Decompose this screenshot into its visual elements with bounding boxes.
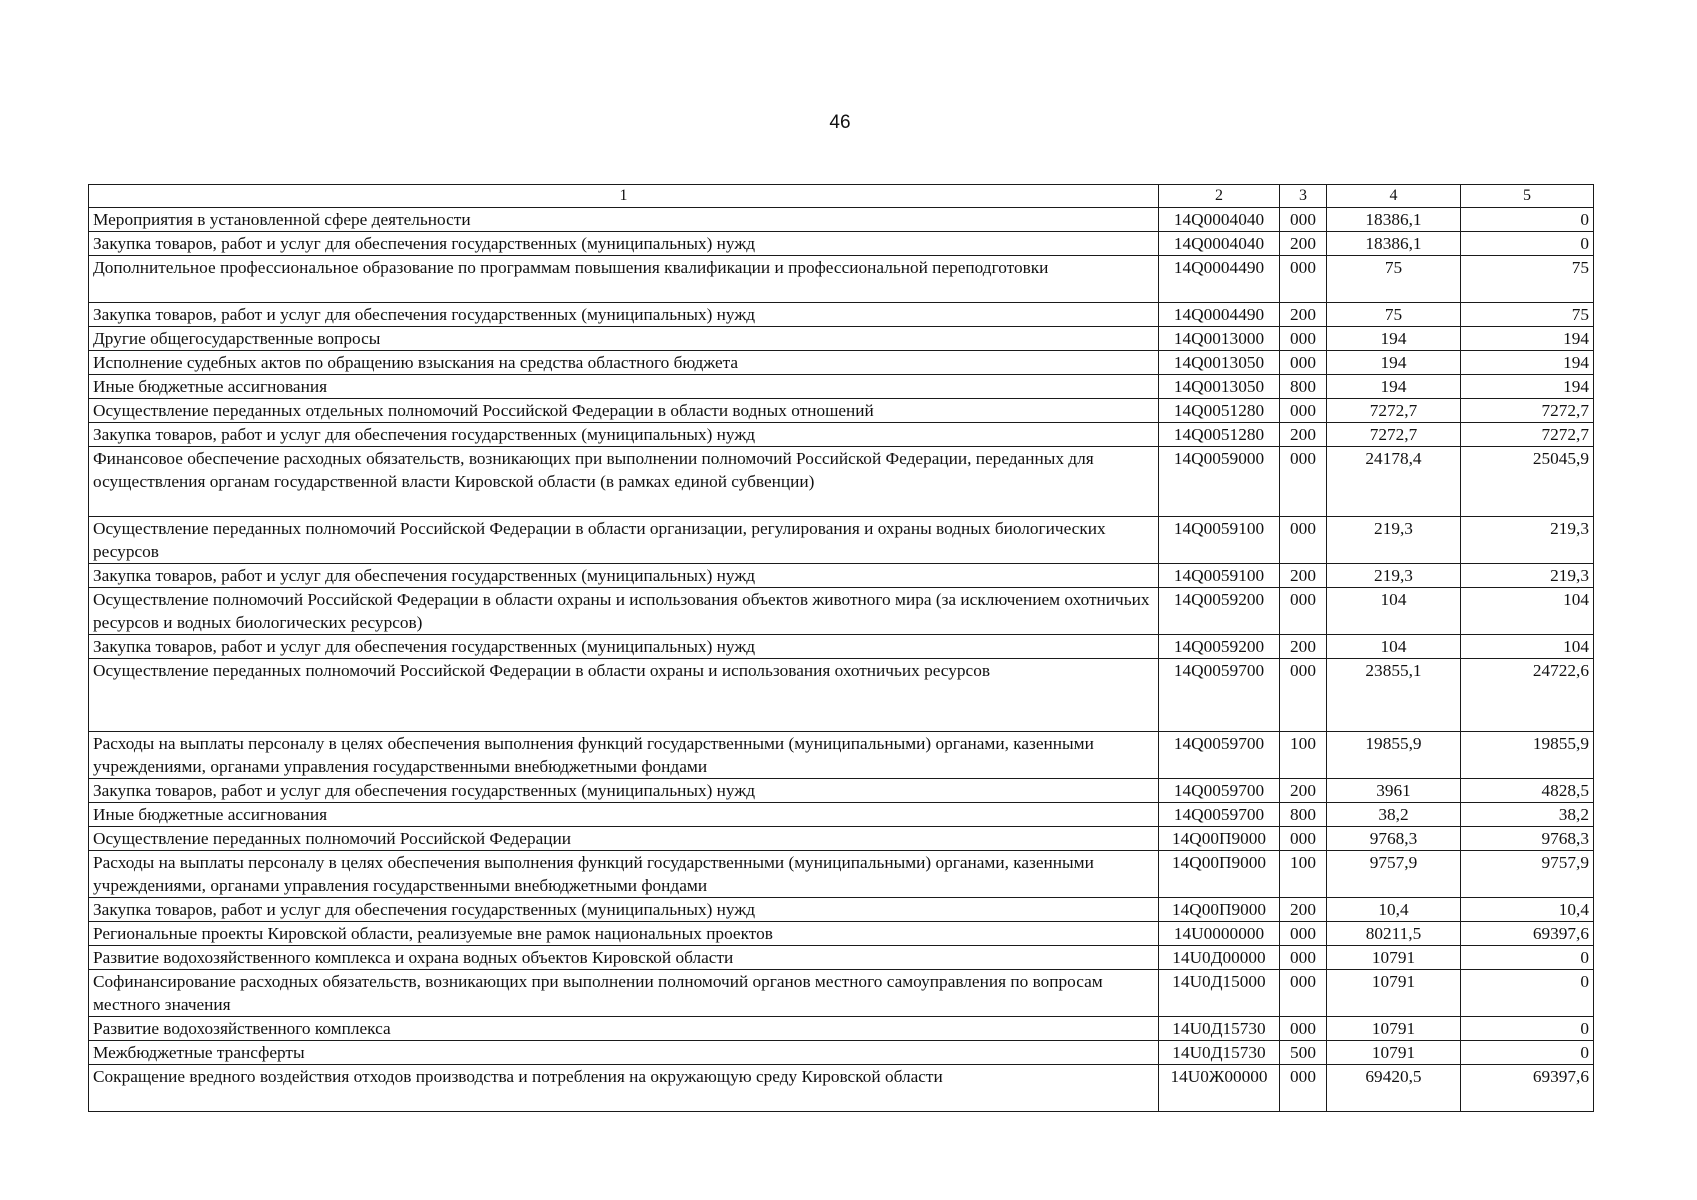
row-value-year2: 25045,9 xyxy=(1461,447,1594,517)
table-row xyxy=(89,517,1594,564)
row-value-year1: 10791 xyxy=(1327,970,1461,1017)
row-value-year1: 10791 xyxy=(1327,1017,1461,1041)
table-row xyxy=(89,588,1594,635)
row-value-year1: 9768,3 xyxy=(1327,827,1461,851)
row-code: 14U0Д15730 xyxy=(1159,1017,1280,1041)
row-expense-type: 000 xyxy=(1280,327,1327,351)
row-value-year1: 75 xyxy=(1327,303,1461,327)
row-name: Закупка товаров, работ и услуг для обеспечения государственных (муниципальных) нужд xyxy=(89,779,1159,803)
row-expense-type: 200 xyxy=(1280,779,1327,803)
row-value-year1: 9757,9 xyxy=(1327,851,1461,898)
header-col-5: 5 xyxy=(1461,185,1594,208)
row-name: Развитие водохозяйственного комплекса и охрана водных объектов Кировской области xyxy=(89,946,1159,970)
row-code: 14Q0004490 xyxy=(1159,256,1280,303)
row-expense-type: 000 xyxy=(1280,208,1327,232)
table-row xyxy=(89,303,1594,327)
row-value-year1: 10791 xyxy=(1327,946,1461,970)
row-value-year1: 24178,4 xyxy=(1327,447,1461,517)
row-value-year1: 194 xyxy=(1327,327,1461,351)
table-row xyxy=(89,827,1594,851)
table-row xyxy=(89,256,1594,303)
row-name: Развитие водохозяйственного комплекса xyxy=(89,1017,1159,1041)
row-value-year2: 75 xyxy=(1461,303,1594,327)
row-value-year2: 194 xyxy=(1461,327,1594,351)
row-value-year2: 0 xyxy=(1461,1041,1594,1065)
table-row xyxy=(89,732,1594,779)
row-expense-type: 000 xyxy=(1280,946,1327,970)
row-expense-type: 800 xyxy=(1280,803,1327,827)
row-value-year2: 0 xyxy=(1461,1017,1594,1041)
row-expense-type: 500 xyxy=(1280,1041,1327,1065)
row-code: 14Q0013000 xyxy=(1159,327,1280,351)
row-value-year2: 69397,6 xyxy=(1461,1065,1594,1112)
header-row xyxy=(89,185,1594,208)
row-expense-type: 000 xyxy=(1280,659,1327,732)
table-row xyxy=(89,970,1594,1017)
row-value-year1: 10,4 xyxy=(1327,898,1461,922)
table-row xyxy=(89,399,1594,423)
row-code: 14Q0059200 xyxy=(1159,635,1280,659)
row-code: 14Q0051280 xyxy=(1159,423,1280,447)
row-value-year1: 80211,5 xyxy=(1327,922,1461,946)
row-value-year1: 194 xyxy=(1327,375,1461,399)
row-value-year2: 219,3 xyxy=(1461,517,1594,564)
table-row xyxy=(89,1017,1594,1041)
row-name: Другие общегосударственные вопросы xyxy=(89,327,1159,351)
table-row xyxy=(89,898,1594,922)
row-value-year1: 18386,1 xyxy=(1327,232,1461,256)
row-value-year1: 69420,5 xyxy=(1327,1065,1461,1112)
page-number: 46 xyxy=(829,112,851,133)
row-name: Межбюджетные трансферты xyxy=(89,1041,1159,1065)
row-value-year1: 19855,9 xyxy=(1327,732,1461,779)
row-value-year1: 104 xyxy=(1327,588,1461,635)
row-value-year1: 18386,1 xyxy=(1327,208,1461,232)
row-expense-type: 200 xyxy=(1280,303,1327,327)
row-value-year2: 0 xyxy=(1461,208,1594,232)
row-expense-type: 200 xyxy=(1280,898,1327,922)
row-value-year2: 7272,7 xyxy=(1461,399,1594,423)
row-value-year1: 104 xyxy=(1327,635,1461,659)
row-value-year2: 219,3 xyxy=(1461,564,1594,588)
row-code: 14Q0013050 xyxy=(1159,351,1280,375)
row-code: 14Q0059100 xyxy=(1159,517,1280,564)
row-name: Расходы на выплаты персоналу в целях обеспечения выполнения функций государственными (муниципальными) органами, казенными учреждениями, органами управления государственными внебюджетными фондами xyxy=(89,732,1159,779)
row-expense-type: 200 xyxy=(1280,232,1327,256)
row-value-year2: 0 xyxy=(1461,970,1594,1017)
row-name: Закупка товаров, работ и услуг для обеспечения государственных (муниципальных) нужд xyxy=(89,564,1159,588)
table-row xyxy=(89,635,1594,659)
row-value-year2: 7272,7 xyxy=(1461,423,1594,447)
table-row xyxy=(89,375,1594,399)
row-name: Закупка товаров, работ и услуг для обеспечения государственных (муниципальных) нужд xyxy=(89,232,1159,256)
row-name: Региональные проекты Кировской области, реализуемые вне рамок национальных проектов xyxy=(89,922,1159,946)
row-code: 14U0000000 xyxy=(1159,922,1280,946)
row-name: Осуществление переданных отдельных полномочий Российской Федерации в области водных отношений xyxy=(89,399,1159,423)
row-value-year2: 19855,9 xyxy=(1461,732,1594,779)
table-row xyxy=(89,1041,1594,1065)
row-code: 14Q0004490 xyxy=(1159,303,1280,327)
row-code: 14Q0059700 xyxy=(1159,779,1280,803)
header-col-4: 4 xyxy=(1327,185,1461,208)
row-expense-type: 000 xyxy=(1280,1017,1327,1041)
row-value-year2: 4828,5 xyxy=(1461,779,1594,803)
row-expense-type: 000 xyxy=(1280,517,1327,564)
row-code: 14Q0059100 xyxy=(1159,564,1280,588)
row-name: Осуществление полномочий Российской Федерации в области охраны и использования объектов животного мира (за исключением охотничьих ресурсов и водных биологических ресурсов) xyxy=(89,588,1159,635)
table-row xyxy=(89,564,1594,588)
table-row xyxy=(89,327,1594,351)
row-expense-type: 800 xyxy=(1280,375,1327,399)
table-row xyxy=(89,851,1594,898)
row-expense-type: 200 xyxy=(1280,635,1327,659)
budget-table xyxy=(88,184,1594,1112)
table-row xyxy=(89,1065,1594,1112)
row-name: Финансовое обеспечение расходных обязательств, возникающих при выполнении полномочий Российской Федерации, переданных для осуществления органам государственной власти Кировской области (в рамках единой субвенции) xyxy=(89,447,1159,517)
row-value-year2: 75 xyxy=(1461,256,1594,303)
row-code: 14Q0059700 xyxy=(1159,732,1280,779)
row-code: 14Q0004040 xyxy=(1159,232,1280,256)
row-value-year1: 75 xyxy=(1327,256,1461,303)
table-row xyxy=(89,779,1594,803)
table-row xyxy=(89,232,1594,256)
row-value-year2: 9757,9 xyxy=(1461,851,1594,898)
row-name: Дополнительное профессиональное образование по программам повышения квалификации и профессиональной переподготовки xyxy=(89,256,1159,303)
row-name: Исполнение судебных актов по обращению взыскания на средства областного бюджета xyxy=(89,351,1159,375)
row-name: Сокращение вредного воздействия отходов производства и потребления на окружающую среду Кировской области xyxy=(89,1065,1159,1112)
row-expense-type: 200 xyxy=(1280,564,1327,588)
row-code: 14U0Ж00000 xyxy=(1159,1065,1280,1112)
row-value-year2: 0 xyxy=(1461,946,1594,970)
row-value-year2: 9768,3 xyxy=(1461,827,1594,851)
row-expense-type: 000 xyxy=(1280,447,1327,517)
table-row xyxy=(89,208,1594,232)
row-name: Осуществление переданных полномочий Российской Федерации xyxy=(89,827,1159,851)
row-value-year1: 219,3 xyxy=(1327,564,1461,588)
row-name: Софинансирование расходных обязательств, возникающих при выполнении полномочий органов местного самоуправления по вопросам местного значения xyxy=(89,970,1159,1017)
row-code: 14Q0059700 xyxy=(1159,803,1280,827)
row-code: 14Q0004040 xyxy=(1159,208,1280,232)
table-row xyxy=(89,922,1594,946)
row-expense-type: 000 xyxy=(1280,827,1327,851)
row-value-year1: 23855,1 xyxy=(1327,659,1461,732)
table-row xyxy=(89,659,1594,732)
row-value-year1: 10791 xyxy=(1327,1041,1461,1065)
row-name: Закупка товаров, работ и услуг для обеспечения государственных (муниципальных) нужд xyxy=(89,423,1159,447)
row-name: Иные бюджетные ассигнования xyxy=(89,803,1159,827)
row-name: Иные бюджетные ассигнования xyxy=(89,375,1159,399)
table-row xyxy=(89,423,1594,447)
table-body xyxy=(89,208,1594,1112)
row-expense-type: 000 xyxy=(1280,1065,1327,1112)
row-value-year1: 194 xyxy=(1327,351,1461,375)
table-row xyxy=(89,351,1594,375)
row-code: 14U0Д15730 xyxy=(1159,1041,1280,1065)
row-name: Закупка товаров, работ и услуг для обеспечения государственных (муниципальных) нужд xyxy=(89,635,1159,659)
row-expense-type: 000 xyxy=(1280,351,1327,375)
row-name: Расходы на выплаты персоналу в целях обеспечения выполнения функций государственными (муниципальными) органами, казенными учреждениями, органами управления государственными внебюджетными фондами xyxy=(89,851,1159,898)
table-row xyxy=(89,946,1594,970)
row-code: 14Q0051280 xyxy=(1159,399,1280,423)
row-code: 14Q0059700 xyxy=(1159,659,1280,732)
row-name: Закупка товаров, работ и услуг для обеспечения государственных (муниципальных) нужд xyxy=(89,303,1159,327)
row-value-year2: 24722,6 xyxy=(1461,659,1594,732)
row-code: 14U0Д15000 xyxy=(1159,970,1280,1017)
table-row xyxy=(89,447,1594,517)
row-code: 14Q00П9000 xyxy=(1159,851,1280,898)
row-code: 14Q00П9000 xyxy=(1159,827,1280,851)
row-code: 14Q00П9000 xyxy=(1159,898,1280,922)
row-code: 14U0Д00000 xyxy=(1159,946,1280,970)
row-value-year2: 194 xyxy=(1461,351,1594,375)
row-expense-type: 000 xyxy=(1280,970,1327,1017)
header-col-1: 1 xyxy=(89,185,1159,208)
row-value-year2: 38,2 xyxy=(1461,803,1594,827)
row-code: 14Q0059000 xyxy=(1159,447,1280,517)
row-value-year2: 69397,6 xyxy=(1461,922,1594,946)
row-value-year2: 194 xyxy=(1461,375,1594,399)
row-value-year1: 7272,7 xyxy=(1327,399,1461,423)
row-value-year2: 10,4 xyxy=(1461,898,1594,922)
row-value-year1: 3961 xyxy=(1327,779,1461,803)
row-code: 14Q0013050 xyxy=(1159,375,1280,399)
row-expense-type: 100 xyxy=(1280,732,1327,779)
header-col-3: 3 xyxy=(1280,185,1327,208)
header-col-2: 2 xyxy=(1159,185,1280,208)
row-expense-type: 100 xyxy=(1280,851,1327,898)
row-value-year1: 38,2 xyxy=(1327,803,1461,827)
row-name: Мероприятия в установленной сфере деятельности xyxy=(89,208,1159,232)
table-row xyxy=(89,803,1594,827)
row-name: Осуществление переданных полномочий Российской Федерации в области охраны и использования охотничьих ресурсов xyxy=(89,659,1159,732)
row-name: Осуществление переданных полномочий Российской Федерации в области организации, регулирования и охраны водных биологических ресурсов xyxy=(89,517,1159,564)
row-expense-type: 000 xyxy=(1280,922,1327,946)
row-expense-type: 000 xyxy=(1280,588,1327,635)
row-expense-type: 200 xyxy=(1280,423,1327,447)
row-value-year2: 0 xyxy=(1461,232,1594,256)
row-value-year2: 104 xyxy=(1461,635,1594,659)
row-expense-type: 000 xyxy=(1280,256,1327,303)
row-value-year1: 219,3 xyxy=(1327,517,1461,564)
row-value-year2: 104 xyxy=(1461,588,1594,635)
row-code: 14Q0059200 xyxy=(1159,588,1280,635)
row-name: Закупка товаров, работ и услуг для обеспечения государственных (муниципальных) нужд xyxy=(89,898,1159,922)
row-expense-type: 000 xyxy=(1280,399,1327,423)
row-value-year1: 7272,7 xyxy=(1327,423,1461,447)
